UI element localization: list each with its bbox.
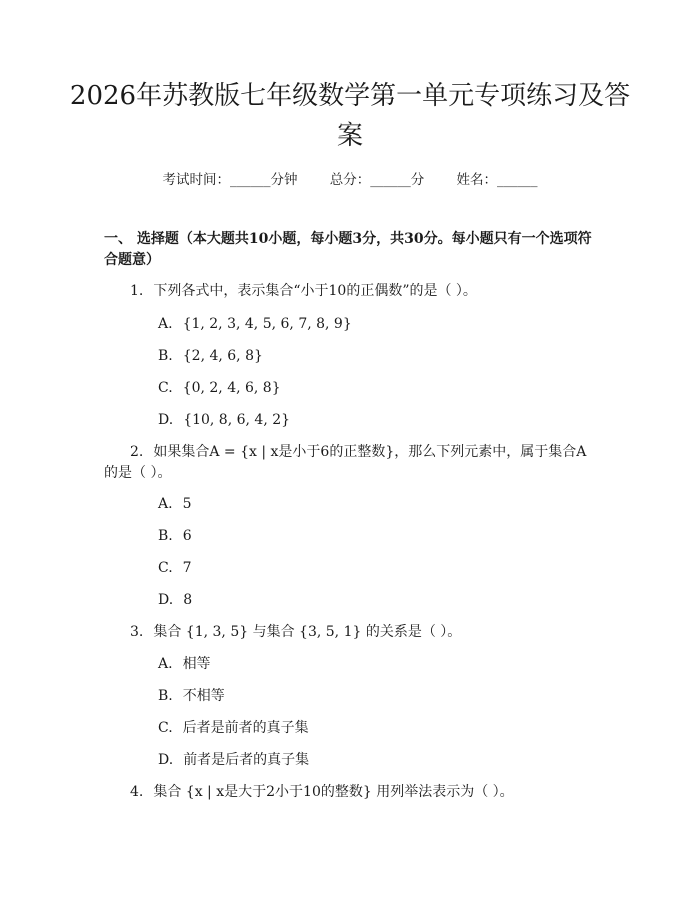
- question-number: 4.: [130, 784, 144, 800]
- option-2c: [158, 558, 192, 579]
- option-text: 前者是后者的真子集: [183, 752, 310, 768]
- question-text: 集合 {x | x是大于2小于10的整数} 用列举法表示为（ ）。: [153, 784, 514, 800]
- option-label: B.: [158, 528, 173, 544]
- question-text: 下列各式中，表示集合“小于10的正偶数”的是（ ）。: [153, 283, 477, 299]
- option-label: D.: [158, 592, 174, 608]
- option-3b: [158, 686, 225, 707]
- question-text: 集合 {1, 3, 5} 与集合 {3, 5, 1} 的关系是（ ）。: [153, 624, 462, 640]
- option-1b: [158, 346, 263, 367]
- option-3c: [158, 718, 309, 739]
- option-1c: [158, 378, 281, 399]
- question-number: 3.: [130, 624, 144, 640]
- option-3d: [158, 750, 309, 771]
- question-number: 2.: [130, 444, 144, 460]
- exam-score: 总分：______分: [329, 172, 425, 188]
- option-text: 后者是前者的真子集: [182, 720, 309, 736]
- option-2b: [158, 526, 192, 547]
- option-label: A.: [158, 656, 173, 672]
- option-text: 6: [182, 528, 192, 544]
- option-2d: [158, 590, 192, 611]
- option-label: C.: [158, 720, 173, 736]
- question-number: 1.: [130, 283, 144, 299]
- exam-meta: [0, 168, 700, 188]
- question-1: [104, 281, 594, 302]
- option-3a: [158, 654, 211, 675]
- option-text: 5: [182, 496, 192, 512]
- document-title: 2026年苏教版七年级数学第一单元专项练习及答案: [69, 81, 631, 151]
- option-label: C.: [158, 380, 173, 396]
- option-label: C.: [158, 560, 173, 576]
- option-text: {2, 4, 6, 8}: [182, 348, 263, 364]
- question-text: 如果集合A = {x | x是小于6的正整数}，那么下列元素中，属于集合A的是（ ）。: [104, 444, 587, 481]
- option-label: A.: [158, 496, 173, 512]
- option-text: {0, 2, 4, 6, 8}: [182, 380, 281, 396]
- option-label: A.: [158, 316, 173, 332]
- option-label: B.: [158, 348, 173, 364]
- option-text: {10, 8, 6, 4, 2}: [183, 412, 291, 428]
- exam-time: 考试时间：______分钟: [162, 172, 298, 188]
- option-text: 不相等: [182, 688, 225, 704]
- option-text: {1, 2, 3, 4, 5, 6, 7, 8, 9}: [182, 316, 352, 332]
- option-label: D.: [158, 412, 174, 428]
- question-4: [104, 782, 594, 803]
- option-label: D.: [158, 752, 174, 768]
- option-2a: [158, 494, 191, 515]
- option-text: 相等: [182, 656, 211, 672]
- option-label: B.: [158, 688, 173, 704]
- student-name: 姓名：______: [456, 172, 538, 188]
- question-3: [104, 622, 594, 643]
- option-text: 8: [183, 592, 193, 608]
- option-1d: [158, 410, 290, 431]
- option-text: 7: [182, 560, 192, 576]
- section-heading: 一、 选择题（本大题共10小题，每小题3分，共30分。每小题只有一个选项符合题意）: [104, 231, 592, 268]
- option-1a: [158, 314, 352, 335]
- question-2: [104, 442, 594, 484]
